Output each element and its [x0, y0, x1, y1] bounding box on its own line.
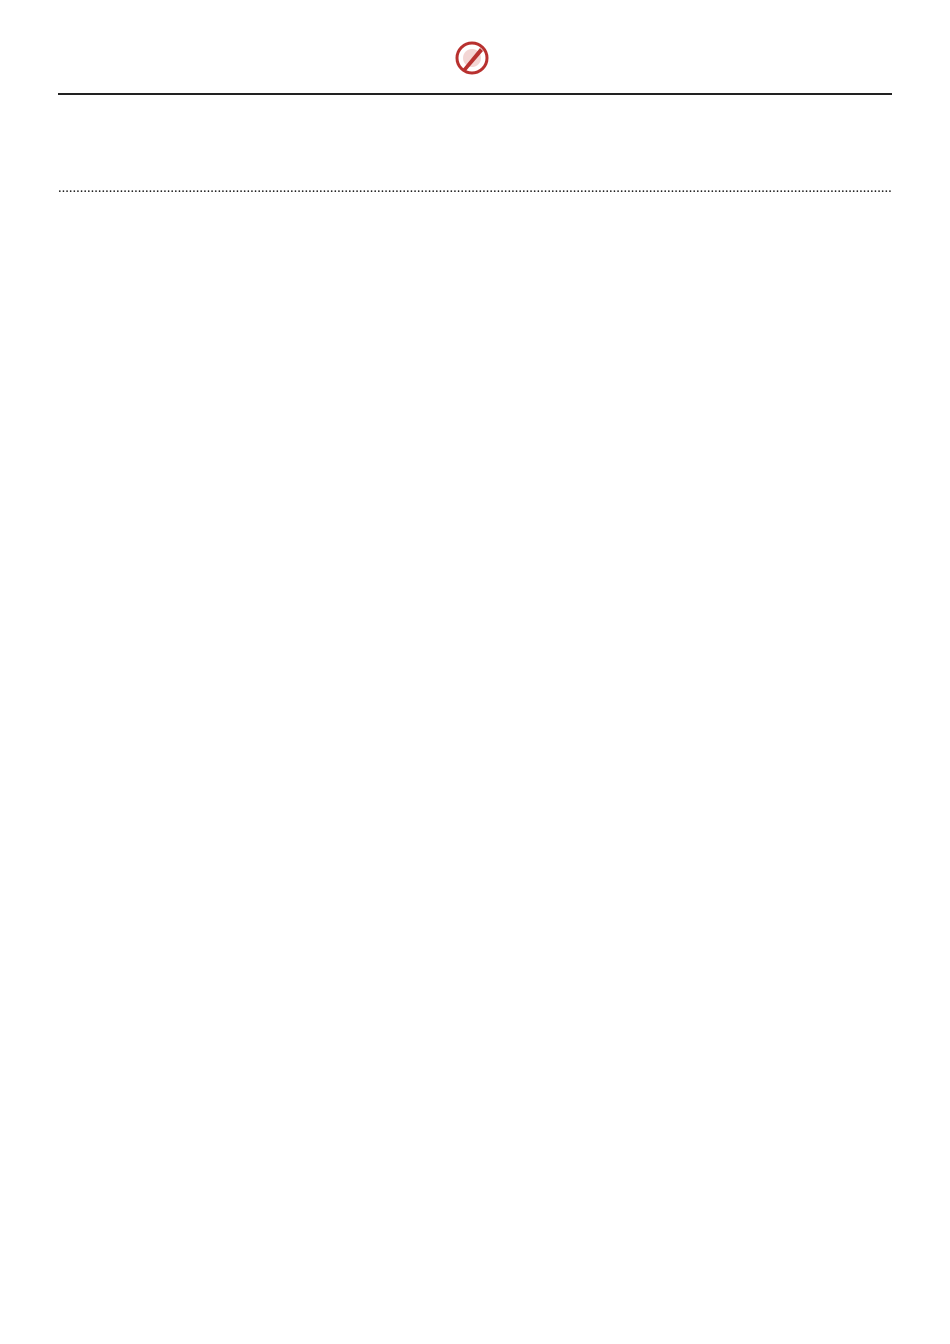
toc-leader — [58, 177, 892, 200]
header-banner — [0, 34, 950, 82]
pen-circle-icon — [454, 40, 490, 76]
header-rule — [58, 93, 892, 95]
toc-entry-1[interactable] — [58, 177, 892, 200]
